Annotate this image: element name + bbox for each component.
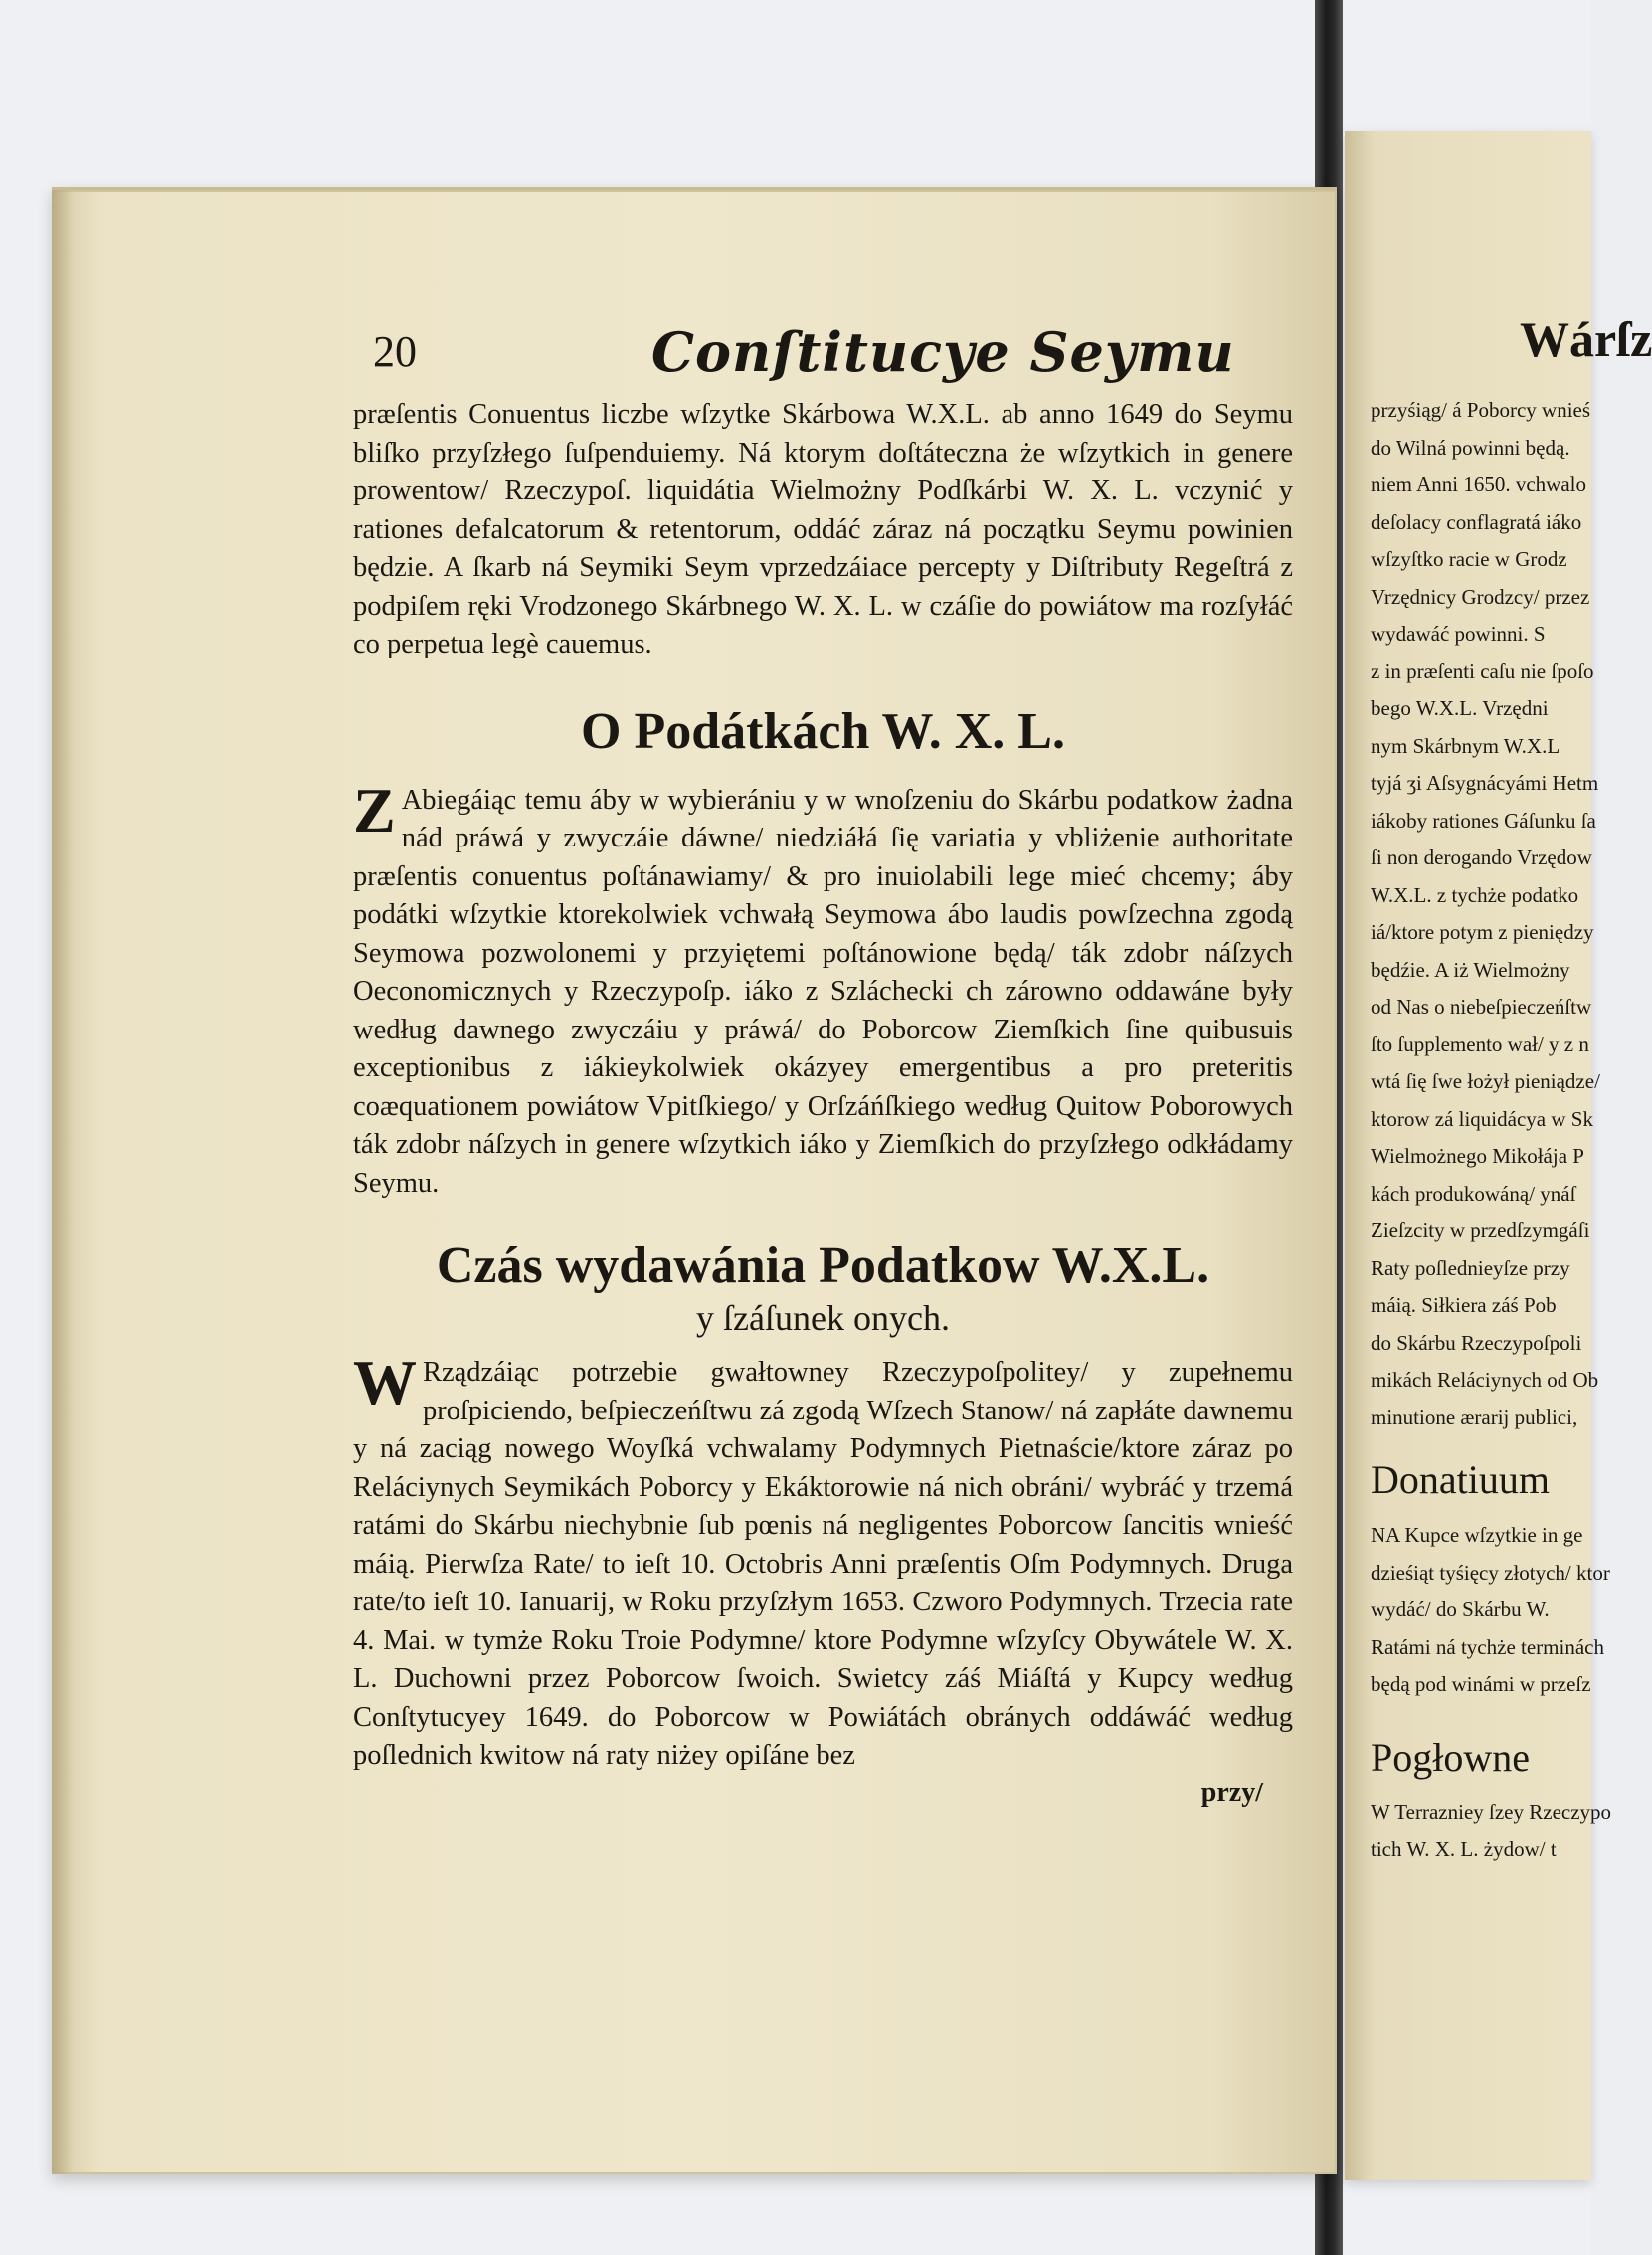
right-line: NA Kupce wſzytkie in ge (1371, 1523, 1583, 1547)
right-line: do Wilná powinni będą. (1371, 435, 1570, 460)
right-line: tich W. X. L. żydow/ t (1371, 1837, 1557, 1861)
section-heading-taxes: O Podátkách W. X. L. (581, 702, 1065, 760)
taxes-paragraph-text: Abiegáiąc temu áby w wybierániu y w wnoſzeniu do Skárbu podatkow żadna nád práwá y zwyczáie dáwne/ niedziáłá ſię variatia y vbliżenie authoritate præſentis conuentus poſtánawiamy/ & pro inuiolabili lege mieć chcemy; áby podátki wſzytkie ktorekolwiek vchwałą Seymowa ábo laudis powſzechna zgodą Seymowa pozwolonemi y przyiętemi poſtánowione będą/ ták zdobr náſzych Oeconomicznych y Rzeczypoſp. iáko z Szláchecki ch zárowno oddawáne były według dawnego zwyczáiu y práwá/ do Poborcow Ziemſkich ſine quibusuis exceptionibus z iákieykolwiek okázyey emergentibus a pro preteritis coæquationem powiátow Vpitſkiego/ y Orſzáńſkiego według Quitow Poborowych ták zdobr náſzych in genere wſzytkich iáko y Ziemſkich do przyſzłego odkłádamy Seymu. (353, 784, 1293, 1199)
right-running-title: Wárſz (1520, 311, 1652, 367)
section-heading-issuance: Czás wydawánia Podatkow W.X.L. (436, 1237, 1210, 1294)
right-line: ktorow zá liquidácya w Sk (1371, 1106, 1593, 1131)
right-line: Zieſzcity w przedſzymgáſi (1371, 1219, 1590, 1242)
right-section-heading-poglowne: Pogłowne (1371, 1734, 1530, 1780)
right-line: Raty poſlednieyſze przy (1371, 1255, 1570, 1280)
right-line: do Skárbu Rzeczypoſpoli (1371, 1330, 1582, 1355)
right-line: kách produkowáną/ ynáſ (1371, 1181, 1576, 1206)
right-line: W.X.L. z tychże podatko (1371, 882, 1579, 907)
right-line: iákoby rationes Gáſunku ſa (1371, 808, 1596, 833)
right-line: tyjá ʒi Aſsygnácyámi Hetm (1371, 771, 1599, 795)
right-page-lines (1371, 392, 1612, 1869)
right-section-heading-donatiuum: Donatiuum (1371, 1457, 1550, 1502)
right-line: przyśiąg/ á Poborcy wnieś (1371, 398, 1591, 422)
catchword: przy/ (1200, 1777, 1263, 1808)
right-line: bego W.X.L. Vrzędni (1371, 696, 1549, 720)
taxes-paragraph (353, 774, 1293, 1204)
right-line: mikách Reláciynych od Ob (1371, 1368, 1599, 1392)
right-line: wydawáć powinni. S (1371, 622, 1546, 646)
right-line: wſzyſtko racie w Grodz (1371, 547, 1567, 571)
issuance-paragraph-text: Rządzáiąc potrzebie gwałtowney Rzeczypoſpolitey/ y zupełnemu proſpiciendo, beſpieczeńſtwu zá zgodą Wſzech Stanow/ ná zapłáte dawnemu y ná zaciąg nowego Woyſká vchwalamy Podymnych Pietnaście/ktore záraz po Reláciynych Seymikách Poborcy y Ekáktorowie ná nich obráni/ wybráć y trzemá ratámi do Skárbu niechybnie ſub pœnis ná negligentes Poborcow ſancitis wnieść máią. Pierwſza Rate/ to ieſt 10. Octobris Anni præſentis Oſm Podymnych. Druga rate/to ieſt 10. Ianuarij, w Roku przyſzłym 1653. Czworo Podymnych. Trzecia rate 4. Mai. w tymże Roku Troie Podymne/ ktore Podymne wſzyſcy Obywátele W. X. L. Duchowni przez Poborcow ſwoich. Swietcy záś Miáſtá y Kupcy według Conſtytucyey 1649. do Poborcow w Powiátách obránych oddáwáć według poſlednich kwitow ná raty niżey opiſáne bez (353, 1357, 1293, 1771)
right-line: Ratámi ná tychże terminách (1371, 1634, 1604, 1659)
right-line: wtá ſię ſwe łożył pieniądze/ (1371, 1069, 1600, 1093)
right-line: minutione ærarij publici, (1371, 1405, 1578, 1429)
right-line: od Nas o niebeſpieczeńſtw (1371, 995, 1592, 1019)
running-title: Conſtitucye Seymu (651, 320, 1235, 384)
right-line: máią. Siłkiera záś Pob (1371, 1293, 1557, 1317)
right-line: wydáć/ do Skárbu W. (1371, 1597, 1550, 1621)
drop-cap-w: W (353, 1347, 417, 1417)
page-number: 20 (373, 327, 417, 376)
section-subheading-issuance: y ſzáſunek onych. (696, 1298, 950, 1338)
right-line: Wielmożnego Mikołája P (1371, 1144, 1584, 1168)
right-line: dzieśiąt tyśięcy złotych/ ktor (1371, 1560, 1610, 1585)
running-head (353, 316, 1293, 396)
left-page-text (353, 316, 1293, 1809)
right-page (1345, 131, 1652, 2180)
drop-cap-z: Z (353, 774, 396, 846)
issuance-paragraph (353, 1347, 1293, 1776)
right-line: W Terrazniey ſzey Rzeczypo (1371, 1799, 1612, 1824)
right-line: ſi non derogando Vrzędow (1371, 846, 1592, 869)
right-line: ſto ſupplemento wał/ y z n (1371, 1032, 1589, 1056)
right-line: będą pod winámi w przeſz (1371, 1672, 1591, 1696)
right-line: z in præſenti caſu nie ſpoſo (1371, 658, 1594, 683)
intro-paragraph: præſentis Conuentus liczbe wſzytke Skárbowa W.X.L. ab anno 1649 do Seymu bliſko przyſzłego ſuſpenduiemy. Ná ktorym doſtáteczna że wſzytkich in genere prowentow/ Rzeczypoſ. liquidátia Wielmożny Podſkárbi W. X. L. vczynić y rationes defalcatorum & retentorum, oddáć záraz ná początku Seymu powinien będzie. A ſkarb ná Seymiki Seym vprzedzáiace percepty y Diſtributy Regeſtrá z podpiſem ręki Vrodzonego Skárbnego W. X. L. w czáſie do powiátow ma rozſyłáć co perpetua legè cauemus. (353, 399, 1293, 659)
right-line: deſolacy conflagratá iáko (1371, 509, 1582, 534)
right-line: będźie. A iż Wielmożny (1371, 957, 1570, 982)
right-line: niem Anni 1650. vchwalo (1371, 472, 1586, 496)
right-line: iá/ktore potym z pieniędzy (1371, 920, 1594, 944)
right-line: Vrzędnicy Grodzcy/ przez (1371, 584, 1590, 609)
right-line: nym Skárbnym W.X.L (1371, 733, 1560, 758)
